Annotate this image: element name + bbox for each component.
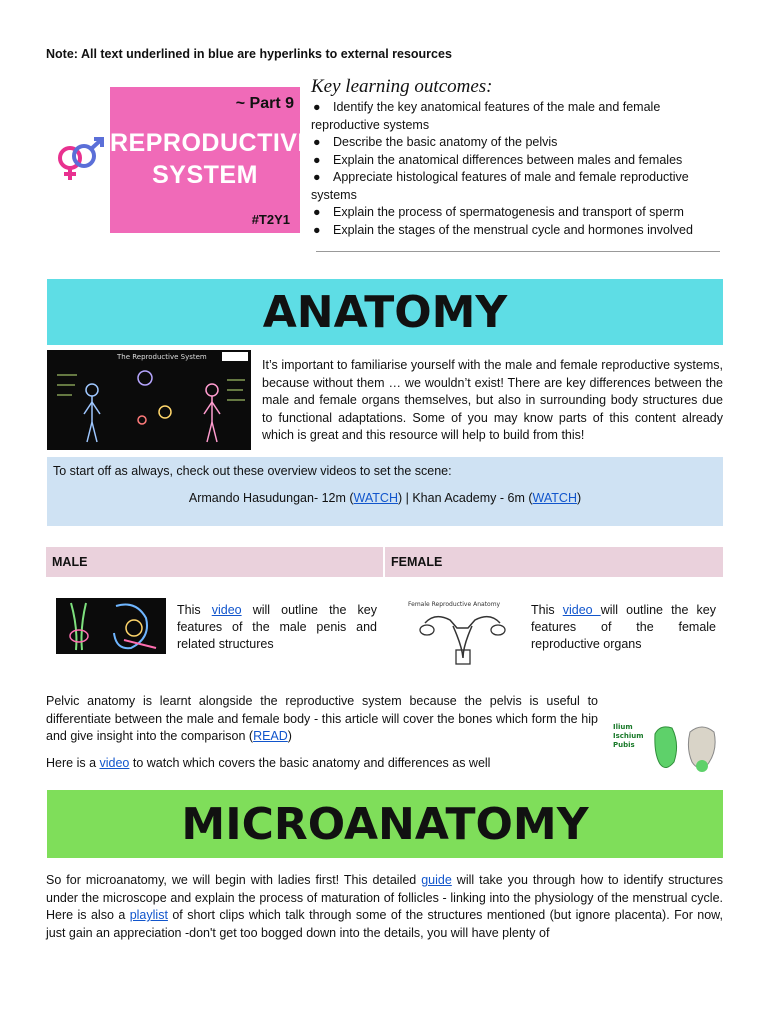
overview-links <box>47 491 723 505</box>
outcomes-title: Key learning outcomes: <box>311 76 493 97</box>
pelvis-video-line: Here is a video to watch which covers the basic anatomy and differences as well <box>46 756 491 770</box>
outcomes-list <box>311 99 723 239</box>
outcome-item: ● Explain the process of spermatogenesis and transport of sperm <box>313 205 684 219</box>
cover-part: ~ Part 9 <box>235 95 294 112</box>
watch-link-armando[interactable]: WATCH <box>353 491 398 505</box>
pelvis-video-thumbnail[interactable] <box>610 714 722 778</box>
thumbnail-caption: The Reproductive System <box>117 353 207 361</box>
pelvis-paragraph: Pelvic anatomy is learnt alongside the reproductive system because the pelvis is useful to differentiate between the male and female body - this article will cover the bones which form the hip and give insight into the comparison (READ) <box>46 694 598 743</box>
thumbnail-caption: Female Reproductive Anatomy <box>408 601 501 608</box>
pelvis-read-link[interactable]: READ <box>253 729 288 743</box>
anatomy-banner: ANATOMY <box>47 279 723 345</box>
female-video-text: This video will outline the key features of the female reproductive organs <box>531 603 716 651</box>
divider <box>316 251 720 252</box>
outcome-item: ● Appreciate histological features of male and female reproductive systems <box>311 170 689 202</box>
outcome-item: ● Describe the basic anatomy of the pelvis <box>313 135 558 149</box>
male-header: MALE <box>46 547 383 577</box>
gender-symbol-icon <box>50 136 110 184</box>
overview-intro: To start off as always, check out these overview videos to set the scene: <box>53 464 452 478</box>
microanatomy-paragraph: So for microanatomy, we will begin with ladies first! This detailed guide will take you through how to identify structures under the microscope and explain the process of maturation of follicles - linking into the physiology of the menstrual cycle. Here is also a playlist of short clips which talk through some of the structures mentioned (but ignore placenta). For now, just gain an appreciation -don't get too bogged down into the details, you will have plenty of <box>46 873 723 940</box>
playlist-link[interactable]: playlist <box>129 908 168 922</box>
female-video-link[interactable]: video <box>562 603 601 617</box>
watch-link-khan[interactable]: WATCH <box>532 491 577 505</box>
outcome-item: ● Identify the key anatomical features of the male and female reproductive systems <box>311 100 661 132</box>
thumbnail-label: Pubis <box>613 741 635 749</box>
female-video-thumbnail[interactable] <box>405 598 520 666</box>
note-text: Note: All text underlined in blue are hyperlinks to external resources <box>46 47 452 61</box>
outcome-item: ● Explain the stages of the menstrual cycle and hormones involved <box>313 222 693 237</box>
anatomy-video-thumbnail[interactable] <box>47 350 251 450</box>
thumbnail-label: Ilium <box>613 723 633 731</box>
thumbnail-label: Ischium <box>613 732 644 740</box>
intro-paragraph: It’s important to familiarise yourself with the male and female reproductive systems, because without them … we wouldn’t exist! There are key differences between the male and female organs themselves, but also in surrounding body structures due to functional adaptations. Some of you may know parts of this content already which is great and this resource will help to build from this! <box>262 358 723 442</box>
outcome-item: ● Explain the anatomical differences between males and females <box>313 152 683 167</box>
pelvis-video-link[interactable]: video <box>99 756 130 770</box>
male-video-text: This video will outline the key features of the male penis and related structures <box>177 603 377 651</box>
overview-separator: ) | Khan Academy - 6m ( <box>397 491 533 505</box>
cover-title-line1: REPRODUCTIVE <box>110 129 315 157</box>
cover-card <box>110 87 315 233</box>
cover-tag: #T2Y1 <box>251 212 290 227</box>
microanatomy-banner: MICROANATOMY <box>47 790 723 858</box>
male-video-link[interactable]: video <box>211 603 242 617</box>
overview-box <box>47 457 723 526</box>
male-video-thumbnail[interactable] <box>56 598 166 654</box>
overview-text-a: Armando Hasudungan- 12m ( <box>188 491 354 505</box>
cover-title-line2: SYSTEM <box>152 161 258 189</box>
overview-end: ) <box>576 491 582 505</box>
guide-link[interactable]: guide <box>421 873 452 887</box>
female-header: FEMALE <box>385 547 723 577</box>
